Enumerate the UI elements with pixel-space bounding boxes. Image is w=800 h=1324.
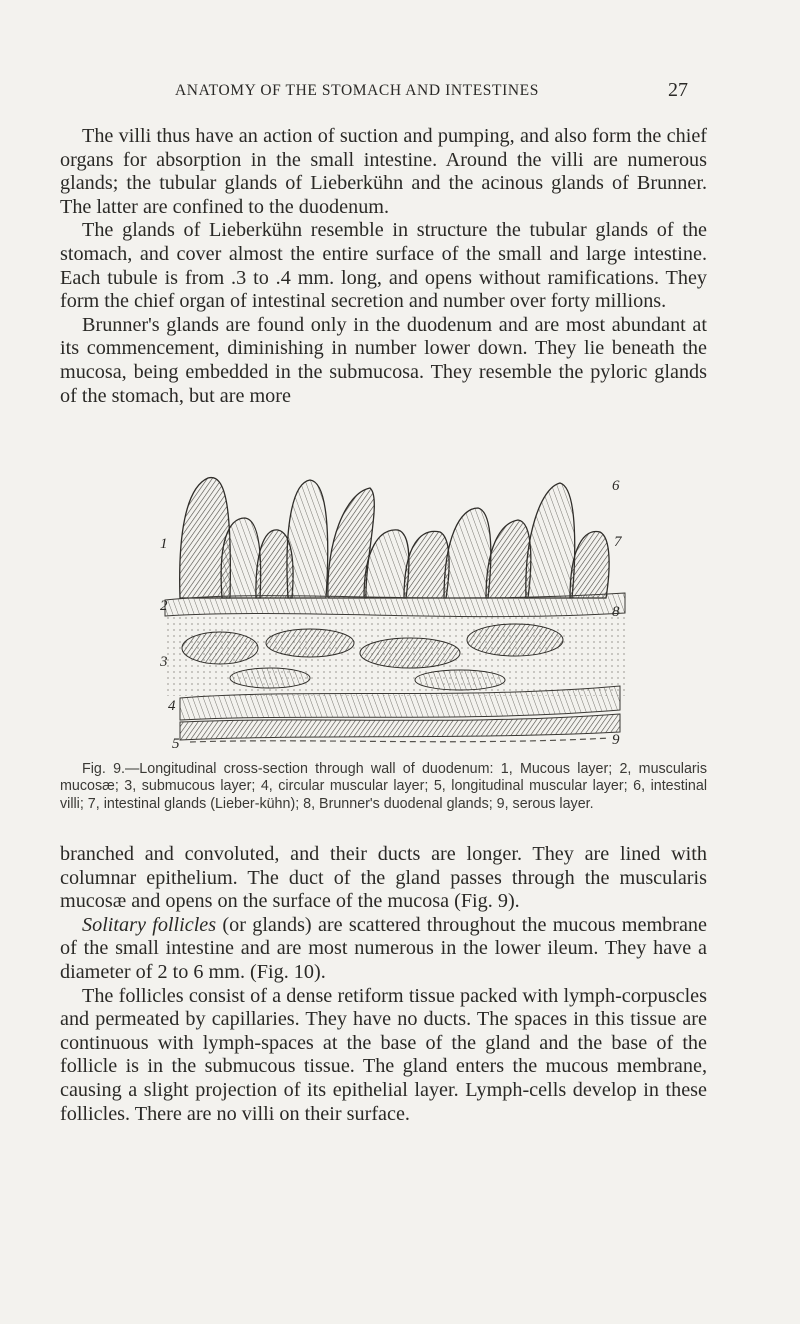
mucous-layer-villi (180, 478, 609, 598)
brunner-gland (415, 670, 505, 690)
brunner-gland (360, 638, 460, 668)
label-1: 1 (160, 536, 168, 552)
paragraph-villi: The villi thus have an action of suction and pumping, and also form the chief organs for absorption in the small intestine. Around the villi are numerous glands; the tubular glands of Lieberkühn and the acinous glands of Brunner. The latter are confined to the duodenum. (60, 125, 707, 218)
label-4: 4 (168, 698, 176, 714)
paragraph-solitary-follicles (60, 914, 707, 985)
label-2: 2 (160, 598, 168, 614)
page-header (0, 79, 800, 112)
brunner-gland (230, 668, 310, 688)
submucous-layer (165, 616, 625, 696)
paragraph-continuation: branched and convoluted, and their ducts are longer. They are lined with columnar epithelium. The duct of the gland passes through the muscularis mucosæ and opens on the surface of the mucosa (Fig. 9). (60, 843, 707, 913)
label-7: 7 (614, 534, 622, 550)
label-8: 8 (612, 604, 620, 620)
brunner-gland (266, 629, 354, 657)
paragraph-follicles: The follicles consist of a dense retiform tissue packed with lymph-corpuscles and permeated by capillaries. They have no ducts. The spaces in this tissue are continuous with lymph-spaces at the base of the gland and the base of the follicle is in the submucous tissue. The gland enters the mucous membrane, causing a slight projection of its epithelial layer. Lymph-cells develop in these follicles. There are no villi on their surface. (60, 984, 707, 1125)
body-text-top (60, 125, 707, 408)
figure-caption: Fig. 9.—Longitudinal cross-section through wall of duodenum: 1, Mucous layer; 2, muscularis mucosæ; 3, submucous layer; 4, circular muscular layer; 5, longitudinal muscular layer; 6, intestinal villi; 7, intestinal glands (Lieber-kühn); 8, Brunner's duodenal glands; 9, serous layer. (60, 761, 707, 812)
running-title: ANATOMY OF THE STOMACH AND INTESTINES (175, 82, 539, 99)
label-6: 6 (612, 478, 620, 494)
label-9: 9 (612, 732, 620, 748)
paragraph-brunner: Brunner's glands are found only in the duodenum and are most abundant at its commencement, diminishing in number lower down. They lie beneath the mucosa, being embedded in the submucosa. They resemble the pyloric glands of the stomach, but are more (60, 313, 707, 407)
solitary-follicles-text: (or glands) are scattered throughout the mucous membrane of the small intestine and are most numerous in the lower ileum. They have a diameter of 2 to 6 mm. (Fig. 10). (60, 913, 707, 983)
page-number: 27 (668, 79, 688, 101)
label-5: 5 (172, 736, 180, 752)
label-3: 3 (160, 654, 168, 670)
solitary-follicles-term: Solitary follicles (82, 913, 217, 936)
paragraph-lieberkuhn: The glands of Lieberkühn resemble in structure the tubular glands of the stomach, and cover almost the entire surface of the small and large intestine. Each tubule is from .3 to .4 mm. long, and opens without ramifications. They form the chief organ of intestinal secretion and number over forty millions. (60, 219, 707, 313)
serous-layer (190, 738, 610, 742)
brunner-gland (182, 632, 258, 664)
brunner-gland (467, 624, 563, 656)
duodenum-cross-section-figure (160, 448, 630, 758)
body-text-bottom (60, 843, 707, 1126)
